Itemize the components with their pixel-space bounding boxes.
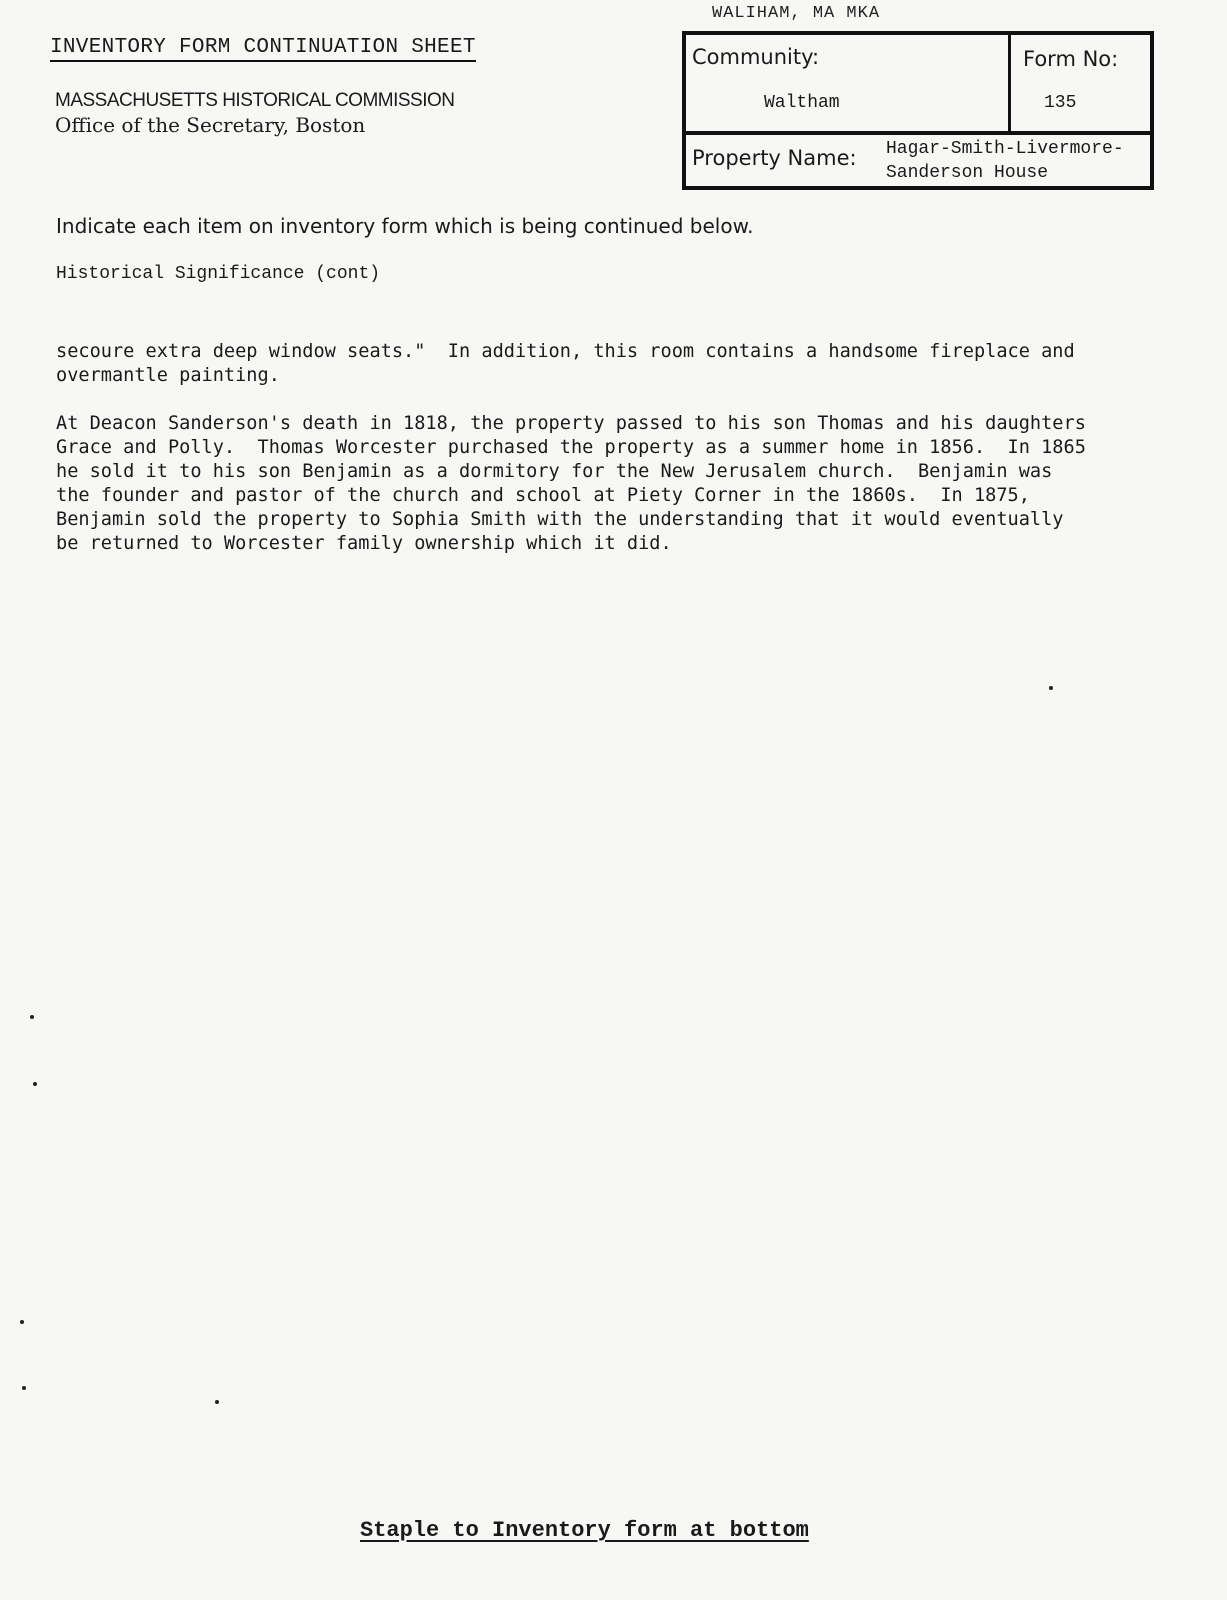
paragraph-2: At Deacon Sanderson's death in 1818, the property passed to his son Thomas and his daughters Grace and Polly. Thomas Worcester purchased the property as a summer home in 1856. In 1865 he sold it to his son Benjamin as a dormitory for the New Jerusalem church. Benjamin was the founder and pastor of the church and school at Piety Corner in the 1860s. In 1875, Benjamin sold the property to Sophia Smith with the understanding that it would eventually be returned to Worcester family ownership which it did. [56,413,1086,554]
box-divider-horizontal [686,131,1150,135]
scan-speck [22,1386,26,1390]
agency-block [55,88,455,138]
scan-speck [33,1082,37,1086]
box-divider-vertical [1008,35,1011,131]
scan-speck [1049,686,1053,690]
agency-office: Office of the Secretary, Boston [55,113,366,137]
paragraph-1: secoure extra deep window seats." In addition, this room contains a handsome fireplace and overmantle painting. [56,341,1075,386]
form-no-label: Form No: [1023,47,1119,71]
form-info-box [682,31,1154,190]
section-label: Historical Significance (cont) [56,264,381,284]
scan-speck [30,1015,34,1019]
property-name-line1: Hagar-Smith-Livermore- [886,139,1124,159]
property-name-line2: Sanderson House [886,163,1049,183]
agency-name: MASSACHUSETTS HISTORICAL COMMISSION [55,90,455,111]
form-no-value: 135 [1044,93,1077,113]
scan-speck [215,1400,219,1404]
staple-instruction: Staple to Inventory form at bottom [360,1518,809,1543]
community-label: Community: [692,45,820,69]
scan-speck [20,1320,24,1324]
property-name-label: Property Name: [692,146,857,170]
instruction-text: Indicate each item on inventory form which is being continued below. [56,214,754,238]
header-stamp: WALIHAM, MA MKA [712,4,881,23]
community-value: Waltham [764,93,840,113]
form-title: INVENTORY FORM CONTINUATION SHEET [50,36,476,62]
